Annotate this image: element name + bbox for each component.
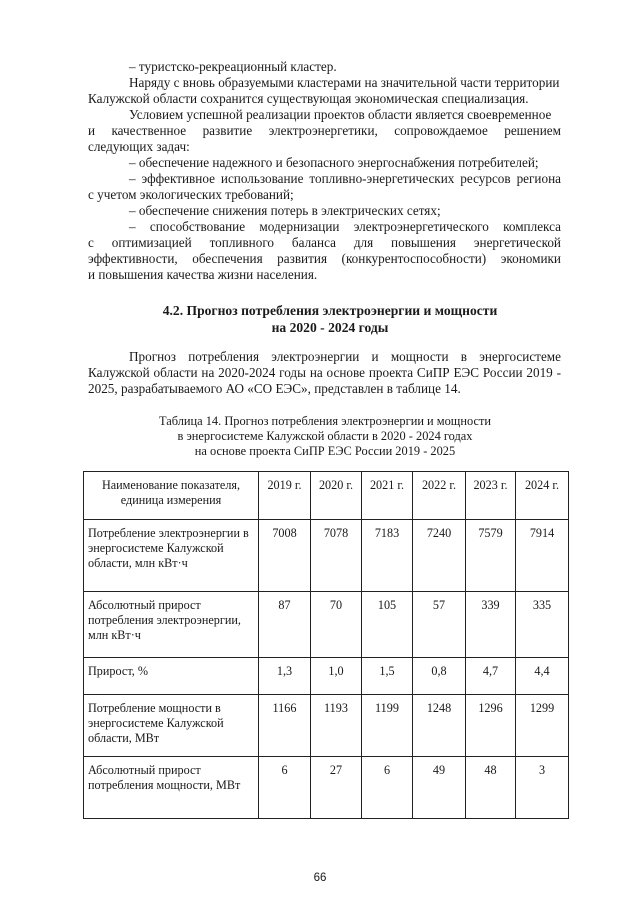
task-item-4-line-3: эффективности, обеспечения развития (конкурентоспособности) экономики (88, 251, 561, 266)
intro-line-3: 2025, разрабатываемого АО «СО ЕЭС», представлен в таблице 14. (88, 381, 461, 396)
table-row (84, 757, 569, 819)
table-row (84, 520, 569, 592)
forecast-table (83, 471, 569, 819)
table-cell: 6 (362, 757, 413, 819)
table-cell: 1296 (466, 695, 516, 757)
row-label: Абсолютный прирост потребления мощности, МВт (84, 757, 259, 819)
table-cell: 1199 (362, 695, 413, 757)
task-item-1: – обеспечение надежного и безопасного энергоснабжения потребителей; (129, 155, 539, 170)
paragraph-2-line-1: Условием успешной реализации проектов области является своевременное (129, 107, 552, 122)
table-cell: 4,7 (466, 658, 516, 695)
section-title-line-2: на 2020 - 2024 годы (271, 320, 389, 335)
header-indicator-label: Наименование показателя, единица измерения (84, 472, 259, 520)
table-cell: 105 (362, 592, 413, 658)
table-cell: 7240 (413, 520, 466, 592)
task-item-2-line-1: – эффективное использование топливно-энергетических ресурсов региона (129, 171, 561, 186)
table-cell: 339 (466, 592, 516, 658)
table-cell: 1,3 (259, 658, 311, 695)
table-row (84, 695, 569, 757)
cluster-item: – туристско-рекреационный кластер. (129, 59, 337, 74)
table-cell: 7008 (259, 520, 311, 592)
task-item-4-line-2: с оптимизацией топливного баланса для повышения энергетической (88, 235, 561, 250)
table-cell: 1193 (311, 695, 362, 757)
table-row (84, 592, 569, 658)
table-header-row (84, 472, 569, 520)
table-cell: 7579 (466, 520, 516, 592)
table-cell: 1,5 (362, 658, 413, 695)
paragraph-2-line-2: и качественное развитие электроэнергетики, сопровождаемое решением (88, 123, 561, 138)
table-cell: 335 (516, 592, 569, 658)
table-caption-line-3: на основе проекта СиПР ЕЭС России 2019 - 2025 (194, 444, 456, 458)
row-label: Потребление электроэнергии в энергосистеме Калужской области, млн кВт·ч (84, 520, 259, 592)
table-cell: 1166 (259, 695, 311, 757)
table-caption-line-1: Таблица 14. Прогноз потребления электроэнергии и мощности (158, 414, 492, 428)
header-year-2022: 2022 г. (413, 472, 466, 520)
table-cell: 1,0 (311, 658, 362, 695)
header-year-2020: 2020 г. (311, 472, 362, 520)
task-item-2-line-2: с учетом экологических требований; (88, 187, 294, 202)
paragraph-1-line-1: Наряду с вновь образуемыми кластерами на значительной части территории (129, 75, 560, 90)
table-cell: 0,8 (413, 658, 466, 695)
row-label: Прирост, % (84, 658, 259, 695)
page-number: 66 (313, 872, 327, 884)
table-cell: 27 (311, 757, 362, 819)
intro-line-1: Прогноз потребления электроэнергии и мощности в энергосистеме (129, 349, 561, 364)
table-cell: 70 (311, 592, 362, 658)
row-label: Потребление мощности в энергосистеме Калужской области, МВт (84, 695, 259, 757)
table-cell: 49 (413, 757, 466, 819)
table-cell: 87 (259, 592, 311, 658)
paragraph-1-line-2: Калужской области сохранится существующая экономическая специализация. (88, 91, 529, 106)
table-row (84, 658, 569, 695)
table-caption-line-2: в энергосистеме Калужской области в 2020 - 2024 годах (177, 429, 473, 443)
paragraph-2-line-3: следующих задач: (88, 139, 190, 154)
task-item-3: – обеспечение снижения потерь в электрических сетях; (129, 203, 441, 218)
task-item-4-line-4: и повышения качества жизни населения. (88, 267, 318, 282)
table-cell: 6 (259, 757, 311, 819)
task-item-4-line-1: – способствование модернизации электроэнергетического комплекса (129, 219, 561, 234)
header-year-2021: 2021 г. (362, 472, 413, 520)
intro-line-2: Калужской области на 2020-2024 годы на основе проекта СиПР ЕЭС России 2019 - (88, 365, 561, 380)
header-year-2023: 2023 г. (466, 472, 516, 520)
row-label: Абсолютный прирост потребления электроэнергии, млн кВт·ч (84, 592, 259, 658)
table-cell: 1299 (516, 695, 569, 757)
table-cell: 3 (516, 757, 569, 819)
table-cell: 7183 (362, 520, 413, 592)
table-cell: 48 (466, 757, 516, 819)
table-cell: 1248 (413, 695, 466, 757)
header-year-2024: 2024 г. (516, 472, 569, 520)
table-cell: 57 (413, 592, 466, 658)
header-year-2019: 2019 г. (259, 472, 311, 520)
table-cell: 7914 (516, 520, 569, 592)
table-cell: 4,4 (516, 658, 569, 695)
table-cell: 7078 (311, 520, 362, 592)
section-title-line-1: 4.2. Прогноз потребления электроэнергии и мощности (162, 303, 498, 318)
